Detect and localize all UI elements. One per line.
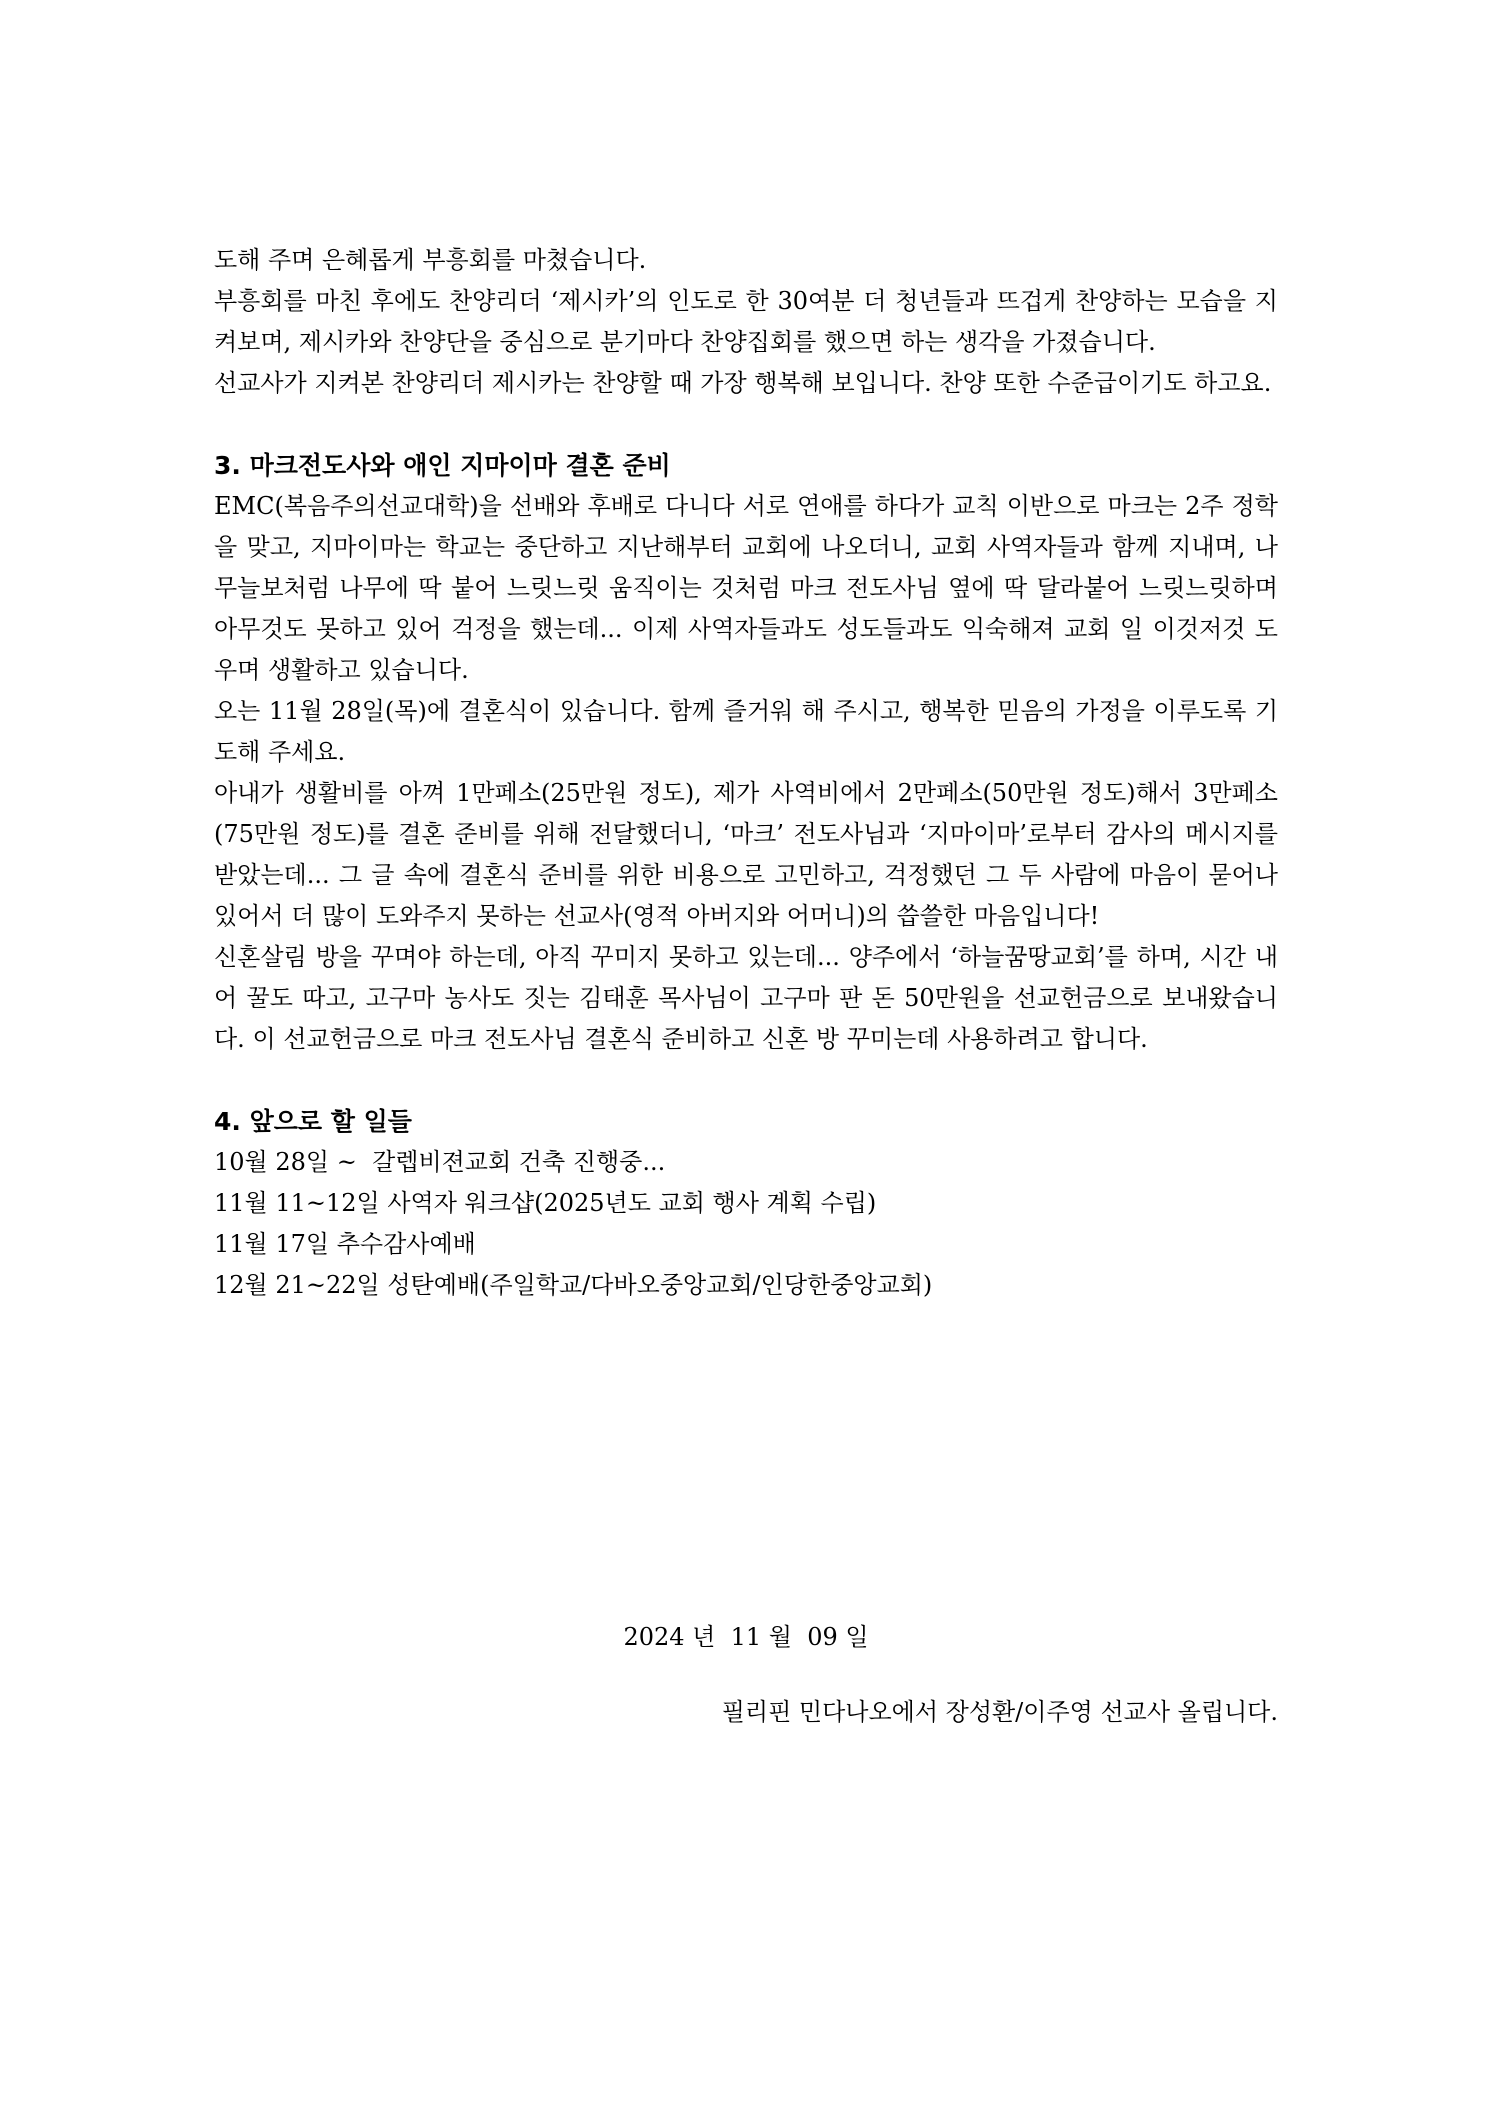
letter-date: 2024 년 11 월 09 일 — [623, 1623, 869, 1651]
section-spacer — [214, 1060, 1278, 1101]
section-3-paragraph-2: 오는 11월 28일(목)에 결혼식이 있습니다. 함께 즐거워 해 주시고, 행복한 믿음의 가정을 이루도록 기도해 주세요. — [214, 697, 1278, 766]
section-3-heading: 3. 마크전도사와 애인 지마이마 결혼 준비 — [214, 451, 671, 480]
letter-signature: 필리핀 민다나오에서 장성환/이주영 선교사 올립니다. — [721, 1698, 1278, 1726]
intro-paragraph-3: 선교사가 지켜본 찬양리더 제시카는 찬양할 때 가장 행복해 보입니다. 찬양 또한 수준급이기도 하고요. — [214, 369, 1272, 397]
section-3-paragraph-3: 아내가 생활비를 아껴 1만페소(25만원 정도), 제가 사역비에서 2만페소(50만원 정도)해서 3만페소(75만원 정도)를 결혼 준비를 위해 전달했더니, ‘마크’ 전도사님과 ‘지마이마’로부터 감사의 메시지를 받았는데... 그 글 속에 결혼식 준비를 위한 비용으로 고민하고, 걱정했던 그 두 사람에 마음이 묻어나 있어서 더 많이 도와주지 못하는 선교사(영적 아버지와 어머니)의 씁쓸한 마음입니다! — [214, 779, 1278, 930]
section-3-paragraph-4: 신혼살림 방을 꾸며야 하는데, 아직 꾸미지 못하고 있는데... 양주에서 ‘하늘꿈땅교회’를 하며, 시간 내어 꿀도 따고, 고구마 농사도 짓는 김태훈 목사님이 고구마 판 돈 50만원을 선교헌금으로 보내왔습니다. 이 선교헌금으로 마크 전도사님 결혼식 준비하고 신혼 방 꾸미는데 사용하려고 합니다. — [214, 943, 1278, 1053]
intro-paragraph-1: 도해 주며 은혜롭게 부흥회를 마쳤습니다. — [214, 246, 647, 274]
section-4-heading: 4. 앞으로 할 일들 — [214, 1107, 412, 1136]
schedule-item: 10월 28일 ~ 갈렙비젼교회 건축 진행중... — [214, 1148, 666, 1176]
section-spacer — [214, 404, 1278, 445]
document-body — [214, 240, 1278, 1306]
section-3-paragraph-1: EMC(복음주의선교대학)을 선배와 후배로 다니다 서로 연애를 하다가 교칙 이반으로 마크는 2주 정학을 맞고, 지마이마는 학교는 중단하고 지난해부터 교회에 나오더니, 교회 사역자들과 함께 지내며, 나무늘보처럼 나무에 딱 붙어 느릿느릿 움직이는 것처럼 마크 전도사님 옆에 딱 달라붙어 느릿느릿하며 아무것도 못하고 있어 걱정을 했는데... 이제 사역자들과도 성도들과도 익숙해져 교회 일 이것저것 도우며 생활하고 있습니다. — [214, 492, 1278, 684]
schedule-item: 11월 17일 추수감사예배 — [214, 1230, 476, 1258]
schedule-item: 12월 21~22일 성탄예배(주일학교/다바오중앙교회/인당한중앙교회) — [214, 1271, 933, 1299]
schedule-item: 11월 11~12일 사역자 워크샵(2025년도 교회 행사 계획 수립) — [214, 1189, 877, 1217]
intro-paragraph-2: 부흥회를 마친 후에도 찬양리더 ‘제시카’의 인도로 한 30여분 더 청년들과 뜨겁게 찬양하는 모습을 지켜보며, 제시카와 찬양단을 중심으로 분기마다 찬양집회를 했으면 하는 생각을 가졌습니다. — [214, 287, 1278, 356]
